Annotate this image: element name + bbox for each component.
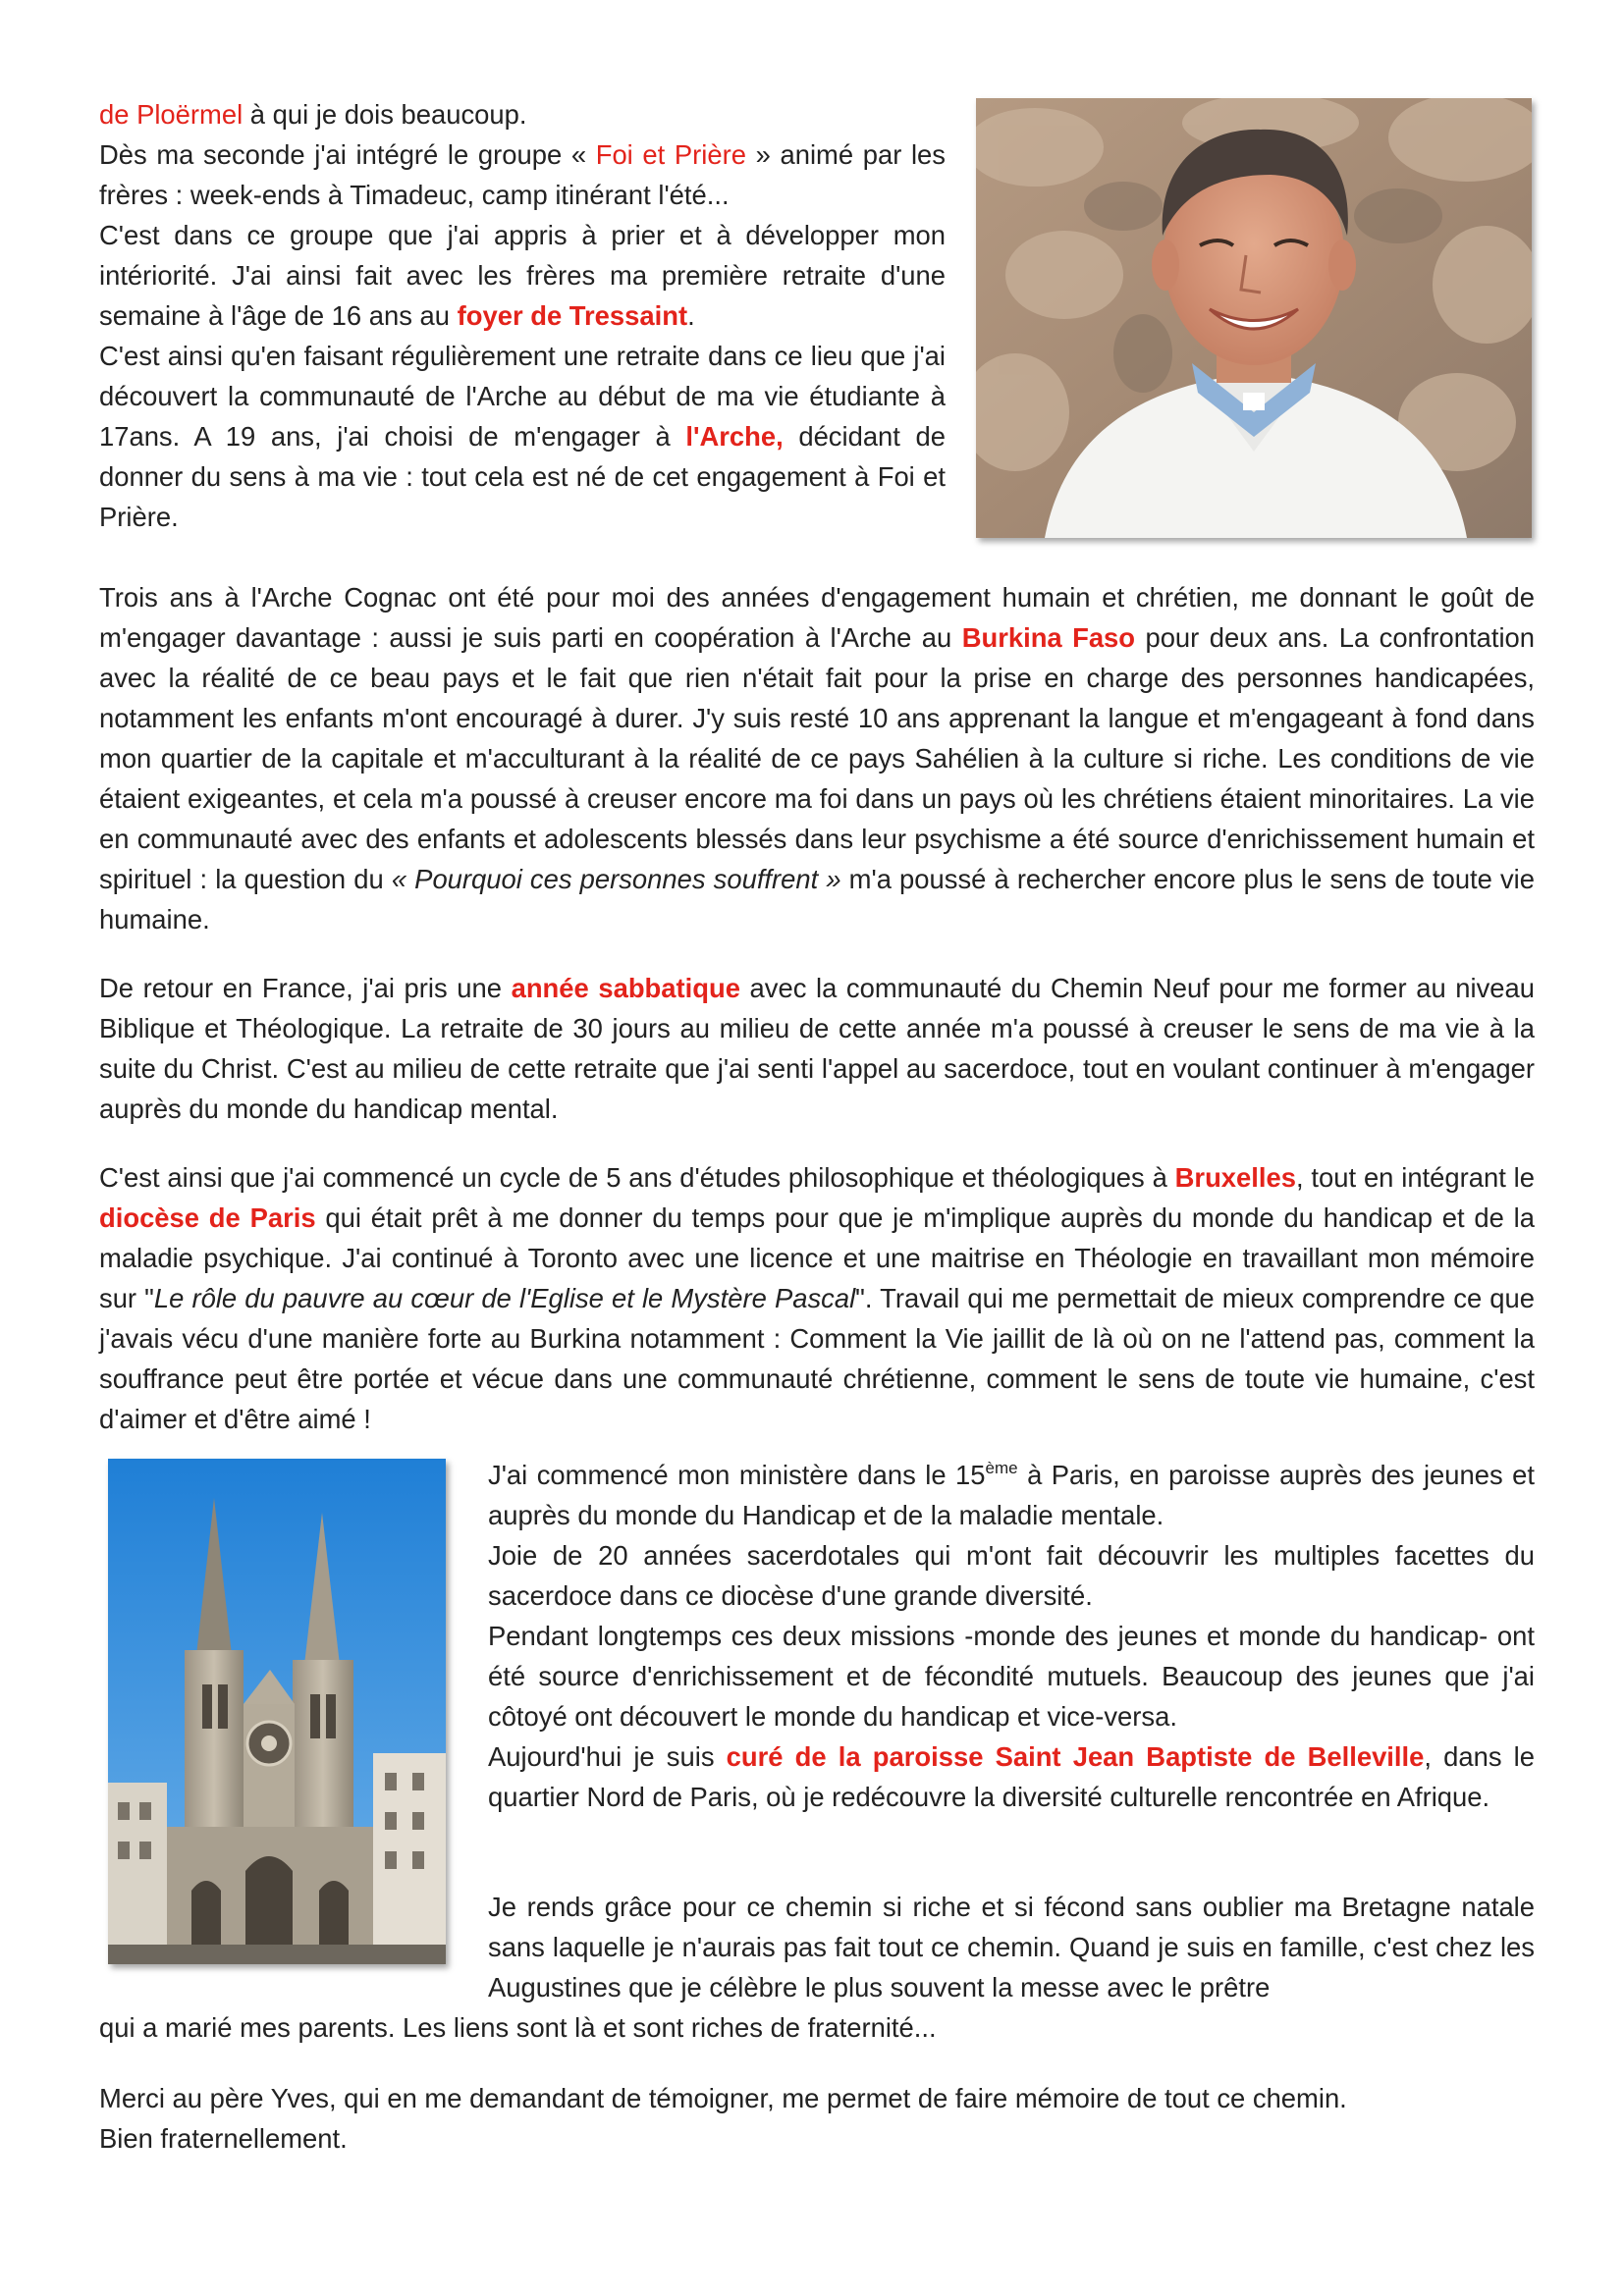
studies-paragraph [99, 1157, 1535, 1439]
ministry-line-2: Joie de 20 années sacerdotales qui m'ont fait découvrir les multiples facettes du sacerdoce dans ce diocèse d'une grande diversité. [488, 1540, 1535, 1611]
intro-line-4 [99, 336, 946, 537]
gratitude-paragraph-top [488, 1887, 1535, 2007]
arche-highlight: l'Arche, [685, 421, 784, 452]
closing-paragraph [99, 2078, 1535, 2159]
intro-text: C'est ainsi qu'en faisant régulièrement une retraite dans ce lieu que j'ai découvert la communauté de l'Arche au début de ma vie étudiante à 17ans. A 19 ans, j'ai choisi de m'engager à [99, 341, 946, 452]
intro-text: . [687, 300, 695, 331]
paragraph-text: qui a marié mes parents. Les liens sont là et sont riches de fraternité... [99, 2012, 937, 2043]
intro-text: C'est dans ce groupe que j'ai appris à prier et à développer mon intériorité. J'ai ainsi fait avec les frères ma première retraite d'une semaine à l'âge de 16 ans au [99, 220, 946, 331]
diocese-paris-highlight: diocèse de Paris [99, 1202, 316, 1233]
cure-belleville-highlight: curé de la paroisse Saint Jean Baptiste de Belleville [726, 1741, 1425, 1772]
sabbatical-paragraph [99, 968, 1535, 1129]
memoire-title: Le rôle du pauvre au cœur de l'Eglise et le Mystère Pascal [153, 1283, 856, 1313]
paragraph-text: , tout en intégrant le [1295, 1162, 1535, 1193]
paragraph-text: Trois ans à l'Arche Cognac ont été pour moi des années d'engagement humain et chrétien, me donnant le goût de m'engager davantage : aussi je suis parti en coopération à l'Arche au [99, 582, 1535, 653]
paragraph-text: m'a poussé à rechercher encore plus le sens de toute vie humaine. [99, 864, 1536, 934]
burkina-faso-highlight: Burkina Faso [961, 622, 1136, 653]
ministry-line-3: Pendant longtemps ces deux missions -monde des jeunes et monde du handicap- ont été source d'enrichissement et de fécondité mutuels. Beaucoup des jeunes que j'ai côtoyé ont découvert le monde du handicap et vice-versa. [488, 1621, 1535, 1732]
intro-text: décidant de donner du sens à ma vie : tout cela est né de cet engagement à Foi et Prière. [99, 421, 946, 532]
foi-et-priere-highlight: Foi et Prière [595, 139, 746, 170]
priest-portrait-photo [976, 98, 1532, 538]
thanks-line: Merci au père Yves, qui en me demandant de témoigner, me permet de faire mémoire de tout ce chemin. [99, 2083, 1347, 2113]
paragraph-text: C'est ainsi que j'ai commencé un cycle de 5 ans d'études philosophique et théologiques à [99, 1162, 1175, 1193]
paragraph-text: à Paris, en paroisse auprès des jeunes et auprès du monde du Handicap et de la maladie mentale. [488, 1460, 1535, 1530]
pourquoi-quote: « Pourquoi ces personnes souffrent » [391, 864, 841, 894]
intro-line-1 [99, 94, 946, 134]
paragraph-text: pour deux ans. La confrontation avec la réalité de ce beau pays et le fait que rien n'était fait pour la prise en charge des personnes handicapées, notamment les enfants m'ont encouragé à durer. J'y suis resté 10 ans apprenant la langue et m'engageant à fond dans mon quartier de la capitale et m'acculturant à la réalité de ce pays Sahélien à la culture si riche. Les conditions de vie étaient exigeantes, et cela m'a poussé à creuser encore ma foi dans un pays où les chrétiens étaient minoritaires. La vie en communauté avec des enfants et adolescents blessés dans leur psychisme a été source d'enrichissement humain et spirituel : la question du [99, 622, 1535, 894]
paragraph-text: Aujourd'hui je suis [488, 1741, 727, 1772]
paragraph-text: avec la communauté du Chemin Neuf pour me former au niveau Biblique et Théologique. La retraite de 30 jours au milieu de cette année m'a poussé à creuser le sens de ma vie à la suite du Christ. C'est au milieu de cette retraite que j'ai senti l'appel au sacerdoce, tout en voulant continuer à m'engager auprès du monde du handicap mental. [99, 973, 1535, 1124]
ministry-paragraph [488, 1455, 1535, 1817]
annee-sabbatique-highlight: année sabbatique [511, 973, 740, 1003]
bruxelles-highlight: Bruxelles [1174, 1162, 1296, 1193]
paragraph-text: Je rends grâce pour ce chemin si riche et si fécond sans oublier ma Bretagne natale sans laquelle je n'aurais pas fait tout ce chemin. Quand je suis en famille, c'est chez les Augustines que je célèbre le plus souvent la messe avec le prêtre [488, 1892, 1535, 2002]
intro-text: » animé par les frères : week-ends à Timadeuc, camp itinérant l'été... [99, 139, 946, 210]
church-photo [108, 1459, 446, 1964]
paragraph-text: De retour en France, j'ai pris une [99, 973, 512, 1003]
paragraph-text: , dans le quartier Nord de Paris, où je redécouvre la diversité culturelle rencontrée en Afrique. [488, 1741, 1535, 1812]
intro-line-2 [99, 134, 946, 215]
intro-text: à qui je dois beaucoup. [243, 99, 527, 130]
burkina-paragraph [99, 577, 1535, 939]
ministry-line-4 [488, 1736, 1535, 1817]
tressaint-highlight: foyer de Tressaint [457, 300, 688, 331]
signoff-line: Bien fraternellement. [99, 2123, 348, 2154]
gratitude-paragraph-bottom [99, 2007, 1535, 2048]
intro-line-3 [99, 215, 946, 336]
intro-text: Dès ma seconde j'ai intégré le groupe « [99, 139, 596, 170]
ministry-line-1 [488, 1455, 1535, 1535]
paragraph-text: qui était prêt à me donner du temps pour que je m'implique auprès du monde du handicap et de la maladie psychique. J'ai continué à Toronto avec une licence et une maitrise en Théologie en travaillant mon mémoire sur " [99, 1202, 1535, 1313]
ordinal-superscript: ème [985, 1459, 1018, 1477]
intro-paragraph [99, 94, 946, 537]
ploermel-highlight: de Ploërmel [99, 99, 244, 130]
paragraph-text: ". Travail qui me permettait de mieux comprendre ce que j'avais vécu d'une manière forte au Burkina notamment : Comment la Vie jaillit de là où on ne l'attend pas, comment la souffrance peut être portée et vécue dans une communauté chrétienne, comment le sens de toute vie humaine, c'est d'aimer et d'être aimé ! [99, 1283, 1535, 1434]
paragraph-text: J'ai commencé mon ministère dans le 15 [488, 1460, 986, 1490]
